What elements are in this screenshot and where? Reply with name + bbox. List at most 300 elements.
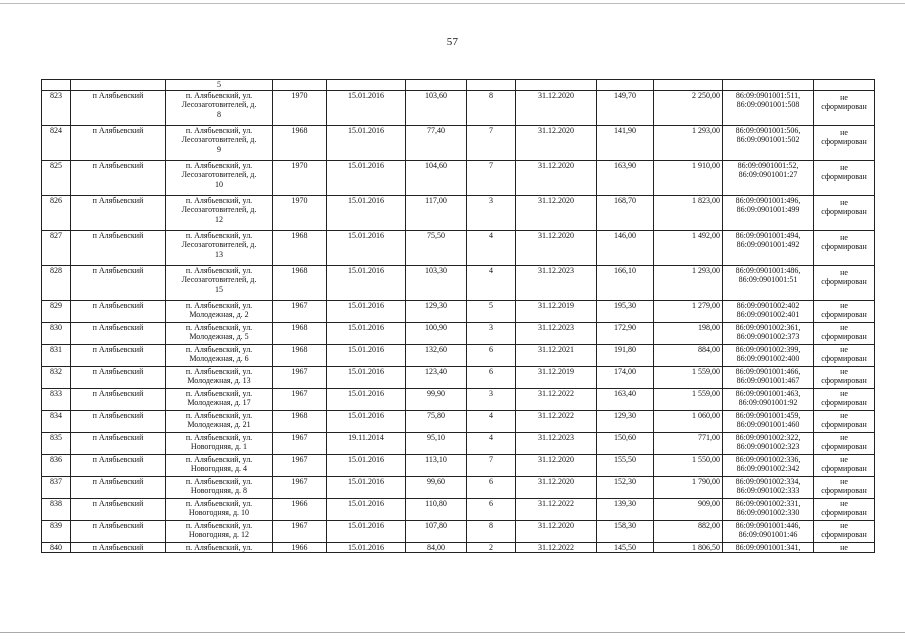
area-cell-line: 103,30 (425, 265, 447, 275)
year-cell (273, 230, 327, 265)
area-cell-line: 75,80 (427, 410, 445, 420)
count-cell-line: 6 (489, 498, 493, 508)
date-cell (327, 520, 406, 542)
count-cell-line: 4 (489, 265, 493, 275)
value1-cell (597, 160, 654, 195)
row-number (42, 300, 71, 322)
count-cell (467, 160, 516, 195)
area-cell (406, 498, 467, 520)
status-cell-line: сформирован (821, 137, 867, 147)
locality-cell (71, 388, 166, 410)
address-cell (166, 195, 273, 230)
value2-cell-line: 1 806,50 (692, 542, 720, 552)
date-cell (327, 322, 406, 344)
locality-cell (71, 498, 166, 520)
locality-cell (71, 344, 166, 366)
date-cell (327, 366, 406, 388)
status-cell (814, 195, 875, 230)
term-date-cell (516, 195, 597, 230)
status-cell (814, 230, 875, 265)
year-cell-line: 1966 (291, 498, 308, 508)
year-cell-line: 1968 (291, 322, 308, 332)
year-cell-line: 1967 (291, 300, 308, 310)
value2-cell-line: 1 279,00 (692, 300, 720, 310)
value2-cell (654, 230, 723, 265)
address-cell (166, 322, 273, 344)
address-cell-line: п. Алябьевский, ул. (185, 454, 253, 464)
address-cell-line: Молодежная, д. 2 (189, 310, 249, 320)
cadastral-cell (723, 388, 814, 410)
cadastral-cell (723, 265, 814, 300)
address-cell (166, 498, 273, 520)
value1-cell-line: 152,30 (614, 476, 636, 486)
year-cell (273, 344, 327, 366)
area-cell (406, 542, 467, 553)
term-date-cell (516, 454, 597, 476)
row-number (42, 410, 71, 432)
year-cell (273, 454, 327, 476)
term-date-cell (516, 410, 597, 432)
value2-cell (654, 454, 723, 476)
term-date-cell-line: 31.12.2020 (538, 476, 574, 486)
count-cell (467, 125, 516, 160)
term-date-cell-line: 31.12.2023 (538, 322, 574, 332)
cadastral-cell-line: 86:09:0901002:361, (735, 322, 801, 332)
bottom-border-line (0, 632, 905, 633)
date-cell-line: 15.01.2016 (348, 520, 384, 530)
status-cell (814, 432, 875, 454)
status-cell-line: сформирован (821, 332, 867, 342)
value1-cell (597, 265, 654, 300)
locality-cell (71, 125, 166, 160)
year-cell (273, 542, 327, 553)
value1-cell (597, 542, 654, 553)
value2-cell-line: 1 823,00 (692, 195, 720, 205)
area-cell (406, 366, 467, 388)
locality-cell (71, 542, 166, 553)
value1-cell (597, 230, 654, 265)
value1-cell-line: 174,00 (614, 366, 636, 376)
row-number-line: 823 (50, 90, 62, 100)
value1-cell-line: 146,00 (614, 230, 636, 240)
year-cell-line: 1970 (291, 160, 308, 170)
date-cell (327, 265, 406, 300)
value1-cell-line: 172,90 (614, 322, 636, 332)
locality-cell-line: п Алябьевский (92, 454, 144, 464)
year-cell-line: 1968 (291, 410, 308, 420)
table-row (42, 344, 875, 366)
value2-cell (654, 344, 723, 366)
value2-cell-line: 1 060,00 (692, 410, 720, 420)
term-date-cell-line: 31.12.2022 (538, 388, 574, 398)
locality-cell (71, 410, 166, 432)
area-cell-line: 103,60 (425, 90, 447, 100)
cadastral-cell (723, 230, 814, 265)
count-cell (467, 195, 516, 230)
status-cell-line: не (840, 520, 848, 530)
cadastral-cell-line: 86:09:0901002:331, (735, 498, 801, 508)
value1-cell (597, 520, 654, 542)
locality-cell (71, 366, 166, 388)
area-cell (406, 195, 467, 230)
value2-cell (654, 265, 723, 300)
cadastral-cell (723, 160, 814, 195)
value1-cell (597, 322, 654, 344)
row-number-line: 830 (50, 322, 62, 332)
cadastral-cell-line: 86:09:0901001:460 (736, 420, 800, 430)
cadastral-cell-line: 86:09:0901002:400 (736, 354, 800, 364)
year-cell-line: 1967 (291, 520, 308, 530)
value1-cell (597, 300, 654, 322)
cadastral-cell-line: 86:09:0901001:499 (736, 205, 800, 215)
row-number-line: 837 (50, 476, 62, 486)
status-cell (814, 498, 875, 520)
address-cell (166, 410, 273, 432)
row-number (42, 388, 71, 410)
row-number-line: 827 (50, 230, 62, 240)
value2-cell-line: 1 550,00 (692, 454, 720, 464)
cadastral-cell-line: 86:09:0901001:502 (736, 135, 800, 145)
status-cell (814, 366, 875, 388)
cadastral-cell-line: 86:09:0901001:463, (735, 388, 801, 398)
row-number (42, 432, 71, 454)
cadastral-cell-line: 86:09:0901001:492 (736, 240, 800, 250)
count-cell (467, 476, 516, 498)
date-cell-line: 15.01.2016 (348, 125, 384, 135)
table-row (42, 410, 875, 432)
row-number (42, 90, 71, 125)
row-number (42, 195, 71, 230)
status-cell-line: сформирован (821, 530, 867, 540)
locality-cell-line: п Алябьевский (92, 432, 144, 442)
row-number (42, 322, 71, 344)
date-cell (327, 454, 406, 476)
year-cell (273, 195, 327, 230)
address-cell (166, 520, 273, 542)
value2-cell-line: 771,00 (698, 432, 720, 442)
status-cell (814, 160, 875, 195)
value1-cell-line: 150,60 (614, 432, 636, 442)
address-cell-line: п. Алябьевский, ул. (185, 160, 253, 170)
count-cell (467, 388, 516, 410)
year-cell-line: 1967 (291, 432, 308, 442)
date-cell (327, 160, 406, 195)
date-cell (327, 230, 406, 265)
cadastral-cell (723, 300, 814, 322)
cadastral-cell-line: 86:09:0901002:373 (736, 332, 800, 342)
count-cell-line: 7 (489, 160, 493, 170)
area-cell-line: 99,60 (427, 476, 445, 486)
value2-cell (654, 520, 723, 542)
address-cell-line: п. Алябьевский, ул. (185, 230, 253, 240)
status-cell (814, 454, 875, 476)
area-cell (406, 520, 467, 542)
value2-cell-line: 2 250,00 (692, 90, 720, 100)
address-cell (166, 454, 273, 476)
area-cell (406, 322, 467, 344)
area-cell-line: 132,60 (425, 344, 447, 354)
cadastral-cell-line: 86:09:0901002:330 (736, 508, 800, 518)
value1-cell (597, 476, 654, 498)
count-cell-line: 7 (489, 454, 493, 464)
cadastral-cell-line: 86:09:0901002:401 (736, 310, 800, 320)
address-cell (166, 90, 273, 125)
status-cell (814, 542, 875, 553)
count-cell-line: 5 (489, 300, 493, 310)
area-cell-line: 104,60 (425, 160, 447, 170)
status-cell-line: не (840, 476, 848, 486)
address-cell-line: Лесозаготовителей, д. (181, 275, 257, 285)
value1-cell-line: 155,50 (614, 454, 636, 464)
status-cell-line: не (840, 322, 848, 332)
term-date-cell-line: 31.12.2022 (538, 498, 574, 508)
year-cell (273, 160, 327, 195)
address-cell-line: 8 (217, 109, 221, 119)
address-cell-line: п. Алябьевский, ул. (185, 432, 253, 442)
year-cell (273, 265, 327, 300)
cadastral-cell-line: 86:09:0901001:511, (735, 90, 801, 100)
count-cell (467, 366, 516, 388)
value1-cell (597, 90, 654, 125)
locality-cell-line: п Алябьевский (92, 322, 144, 332)
value1-cell-line: 163,40 (614, 388, 636, 398)
cadastral-cell-line: 86:09:0901001:341, (735, 542, 801, 552)
cadastral-cell-line: 86:09:0901001:459, (735, 410, 801, 420)
value1-cell-line: 145,50 (614, 542, 636, 552)
status-cell-line: сформирован (821, 398, 867, 408)
date-cell-line: 15.01.2016 (348, 388, 384, 398)
row-number (42, 125, 71, 160)
status-cell-line: сформирован (821, 102, 867, 112)
cadastral-cell-line: 86:09:0901002:342 (736, 464, 800, 474)
term-date-cell-line: 31.12.2021 (538, 344, 574, 354)
locality-cell-line: п Алябьевский (92, 344, 144, 354)
date-cell-line: 15.01.2016 (348, 410, 384, 420)
address-cell-line: Молодежная, д. 5 (189, 332, 249, 342)
value2-cell-line: 1 559,00 (692, 366, 720, 376)
cadastral-cell-line: 86:09:0901001:506, (735, 125, 801, 135)
address-cell-line: п. Алябьевский, ул. (185, 300, 253, 310)
date-cell (327, 542, 406, 553)
term-date-cell (516, 265, 597, 300)
area-cell (406, 265, 467, 300)
locality-cell-line: п Алябьевский (92, 300, 144, 310)
status-cell-line: не (840, 388, 848, 398)
table-row (42, 432, 875, 454)
cadastral-cell (723, 542, 814, 553)
status-cell-line: не (840, 410, 848, 420)
count-cell (467, 542, 516, 553)
year-cell (273, 520, 327, 542)
area-cell (406, 90, 467, 125)
year-cell (273, 300, 327, 322)
cadastral-cell (723, 520, 814, 542)
status-cell (814, 265, 875, 300)
address-cell-line: Лесозаготовителей, д. (181, 135, 257, 145)
address-cell (166, 125, 273, 160)
date-cell (327, 432, 406, 454)
address-cell-line: Новогодняя, д. 1 (190, 442, 248, 452)
area-cell-line: 117,00 (425, 195, 447, 205)
value1-cell-line: 139,30 (614, 498, 636, 508)
value2-cell (654, 388, 723, 410)
address-cell-line: 12 (215, 214, 223, 224)
table-row (42, 265, 875, 300)
row-number (42, 344, 71, 366)
date-cell (327, 344, 406, 366)
date-cell (327, 498, 406, 520)
year-cell-line: 1967 (291, 454, 308, 464)
count-cell-line: 3 (489, 195, 493, 205)
address-cell (166, 542, 273, 553)
area-cell-line: 84,00 (427, 542, 445, 552)
status-cell-line: сформирован (821, 242, 867, 252)
address-cell-line: п. Алябьевский, ул. (185, 476, 253, 486)
date-cell (327, 388, 406, 410)
address-cell-line: п. Алябьевский, ул. (185, 322, 253, 332)
table-row (42, 195, 875, 230)
status-cell-line: не (840, 92, 848, 102)
value2-cell (654, 498, 723, 520)
value2-cell (654, 125, 723, 160)
area-cell-line: 110,80 (425, 498, 447, 508)
address-cell (166, 160, 273, 195)
count-cell (467, 90, 516, 125)
status-cell (814, 322, 875, 344)
locality-cell-line: п Алябьевский (92, 410, 144, 420)
term-date-cell-line: 31.12.2020 (538, 454, 574, 464)
row-number-line: 836 (50, 454, 62, 464)
status-cell-line: не (840, 344, 848, 354)
locality-cell (71, 520, 166, 542)
row-number-line: 833 (50, 388, 62, 398)
row-number (42, 160, 71, 195)
row-number-line: 824 (50, 125, 62, 135)
row-number-line: 825 (50, 160, 62, 170)
count-cell (467, 520, 516, 542)
date-cell-line: 15.01.2016 (348, 322, 384, 332)
row-number-line: 838 (50, 498, 62, 508)
count-cell (467, 454, 516, 476)
status-cell-line: сформирован (821, 172, 867, 182)
row-number-line: 826 (50, 195, 62, 205)
status-cell (814, 520, 875, 542)
table-row (42, 230, 875, 265)
date-cell-line: 15.01.2016 (348, 366, 384, 376)
value2-cell-line: 882,00 (698, 520, 720, 530)
locality-cell-line: п Алябьевский (92, 476, 144, 486)
housing-register-table (41, 79, 875, 553)
row-number-line: 834 (50, 410, 62, 420)
row-number (42, 366, 71, 388)
value1-cell (597, 432, 654, 454)
year-cell (273, 366, 327, 388)
cadastral-cell-line: 86:09:0901002:333 (736, 486, 800, 496)
locality-cell-line: п Алябьевский (92, 520, 144, 530)
cadastral-cell (723, 498, 814, 520)
status-cell-line: не (840, 542, 848, 552)
value1-cell (597, 498, 654, 520)
cadastral-cell-line: 86:09:0901002:334, (735, 476, 801, 486)
locality-cell (71, 454, 166, 476)
term-date-cell-line: 31.12.2019 (538, 300, 574, 310)
address-cell (166, 432, 273, 454)
term-date-cell (516, 90, 597, 125)
year-cell-line: 1967 (291, 388, 308, 398)
term-date-cell-line: 31.12.2020 (538, 160, 574, 170)
date-cell (327, 410, 406, 432)
year-cell-line: 1966 (291, 542, 308, 552)
cadastral-cell (723, 322, 814, 344)
year-cell (273, 90, 327, 125)
address-cell-line: 10 (215, 179, 223, 189)
date-cell-line: 15.01.2016 (348, 498, 384, 508)
locality-cell (71, 265, 166, 300)
value2-cell (654, 366, 723, 388)
date-cell-line: 15.01.2016 (348, 230, 384, 240)
table-row (42, 454, 875, 476)
table-row-continuation (42, 80, 875, 91)
cadastral-cell-line: 86:09:0901001:496, (735, 195, 801, 205)
term-date-cell-line: 31.12.2020 (538, 90, 574, 100)
term-date-cell-line: 31.12.2020 (538, 230, 574, 240)
status-cell (814, 388, 875, 410)
term-date-cell-line: 31.12.2020 (538, 125, 574, 135)
count-cell-line: 3 (489, 388, 493, 398)
term-date-cell (516, 322, 597, 344)
value1-cell-line: 149,70 (614, 90, 636, 100)
term-date-cell (516, 432, 597, 454)
address-cell-line: п. Алябьевский, ул. (185, 125, 253, 135)
cadastral-cell (723, 195, 814, 230)
locality-cell (71, 476, 166, 498)
count-cell-line: 6 (489, 476, 493, 486)
status-cell-line: не (840, 454, 848, 464)
year-cell (273, 388, 327, 410)
count-cell (467, 498, 516, 520)
address-cell-line: Лесозаготовителей, д. (181, 100, 257, 110)
area-cell (406, 344, 467, 366)
status-cell-line: сформирован (821, 354, 867, 364)
year-cell-line: 1968 (291, 230, 308, 240)
locality-cell-line: п Алябьевский (92, 230, 144, 240)
status-cell-line: не (840, 127, 848, 137)
date-cell (327, 195, 406, 230)
year-cell-line: 1970 (291, 195, 308, 205)
term-date-cell (516, 520, 597, 542)
count-cell-line: 4 (489, 432, 493, 442)
year-cell (273, 322, 327, 344)
cadastral-cell-line: 86:09:0901001:51 (738, 275, 798, 285)
status-cell-line: сформирован (821, 310, 867, 320)
row-number-line: 835 (50, 432, 62, 442)
cadastral-cell-line: 86:09:0901001:92 (738, 398, 798, 408)
table-row (42, 160, 875, 195)
value2-cell-line: 1 910,00 (692, 160, 720, 170)
cadastral-cell (723, 476, 814, 498)
cadastral-cell (723, 454, 814, 476)
value2-cell-line: 198,00 (698, 322, 720, 332)
value1-cell (597, 125, 654, 160)
count-cell (467, 432, 516, 454)
date-cell-line: 15.01.2016 (348, 454, 384, 464)
term-date-cell (516, 160, 597, 195)
cadastral-cell-line: 86:09:0901001:52, (737, 160, 799, 170)
value1-cell (597, 344, 654, 366)
status-cell (814, 300, 875, 322)
area-cell-line: 95,10 (427, 432, 445, 442)
value2-cell-line: 1 293,00 (692, 125, 720, 135)
